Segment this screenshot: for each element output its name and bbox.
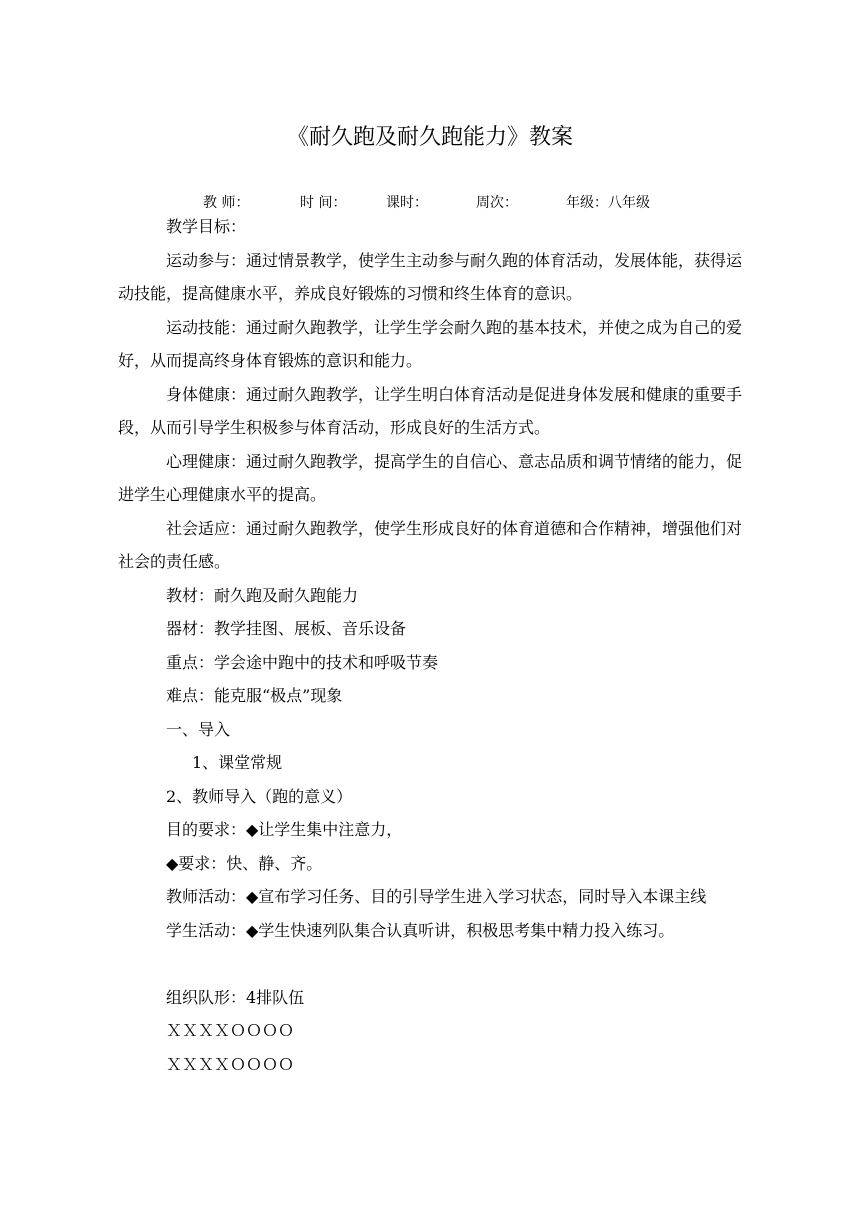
meta-period: 课时： bbox=[386, 195, 428, 211]
goal-mental-health: 心理健康：通过耐久跑教学，提高学生的自信心、意志品质和调节情绪的能力，促进学生心理健康水平的提高。 bbox=[118, 451, 743, 504]
item-teacher-intro: 2、教师导入（跑的意义） bbox=[166, 786, 353, 806]
goal-participation: 运动参与：通过情景教学，使学生主动参与耐久跑的体育活动，发展体能，获得运动技能，提高健康水平，养成良好锻炼的习惯和终生体育的意识。 bbox=[118, 250, 743, 303]
requirement-line: ◆要求：快、静、齐。 bbox=[166, 853, 323, 873]
meta-teacher: 教 师： bbox=[203, 195, 250, 211]
document-body bbox=[118, 210, 742, 1081]
formation-row: ＸＸＸＸＯＯＯＯ bbox=[166, 1054, 295, 1074]
formation-line: 组织队形：4排队伍 bbox=[166, 987, 305, 1007]
material-line: 教材：耐久跑及耐久跑能力 bbox=[166, 585, 359, 605]
student-activity-line: 学生活动：◆学生快速列队集合认真听讲，积极思考集中精力投入练习。 bbox=[166, 920, 675, 940]
meta-time: 时 间： bbox=[300, 195, 347, 211]
equipment-line: 器材：教学挂图、展板、音乐设备 bbox=[166, 619, 407, 638]
key-point-line: 重点：学会途中跑中的技术和呼吸节奏 bbox=[166, 652, 439, 672]
meta-week: 周次： bbox=[476, 195, 518, 211]
difficulty-line: 难点：能克服“极点”现象 bbox=[166, 686, 343, 705]
document-title: 《耐久跑及耐久跑能力》教案 bbox=[286, 125, 573, 150]
goals-heading: 教学目标： bbox=[166, 217, 247, 236]
goal-physical-health: 身体健康：通过耐久跑教学，让学生明白体育活动是促进身体发展和健康的重要手段，从而引导学生积极参与体育活动，形成良好的生活方式。 bbox=[118, 384, 743, 437]
goal-social-adaptation: 社会适应：通过耐久跑教学，使学生形成良好的体育道德和合作精神，增强他们对社会的责任感。 bbox=[118, 518, 743, 571]
blank-line bbox=[118, 947, 742, 981]
purpose-line: 目的要求：◆让学生集中注意力， bbox=[166, 820, 403, 839]
meta-grade: 年级：八年级 bbox=[566, 195, 650, 211]
teacher-activity-line: 教师活动：◆宣布学习任务、目的引导学生进入学习状态，同时导入本课主线 bbox=[166, 887, 707, 906]
item-class-routine: 1、课堂常规 bbox=[192, 753, 283, 772]
section-intro-heading: 一、导入 bbox=[166, 719, 231, 739]
goal-skill: 运动技能：通过耐久跑教学，让学生学会耐久跑的基本技术，并使之成为自己的爱好，从而提高终身体育锻炼的意识和能力。 bbox=[118, 317, 743, 370]
formation-row: ＸＸＸＸＯＯＯＯ bbox=[166, 1021, 295, 1040]
